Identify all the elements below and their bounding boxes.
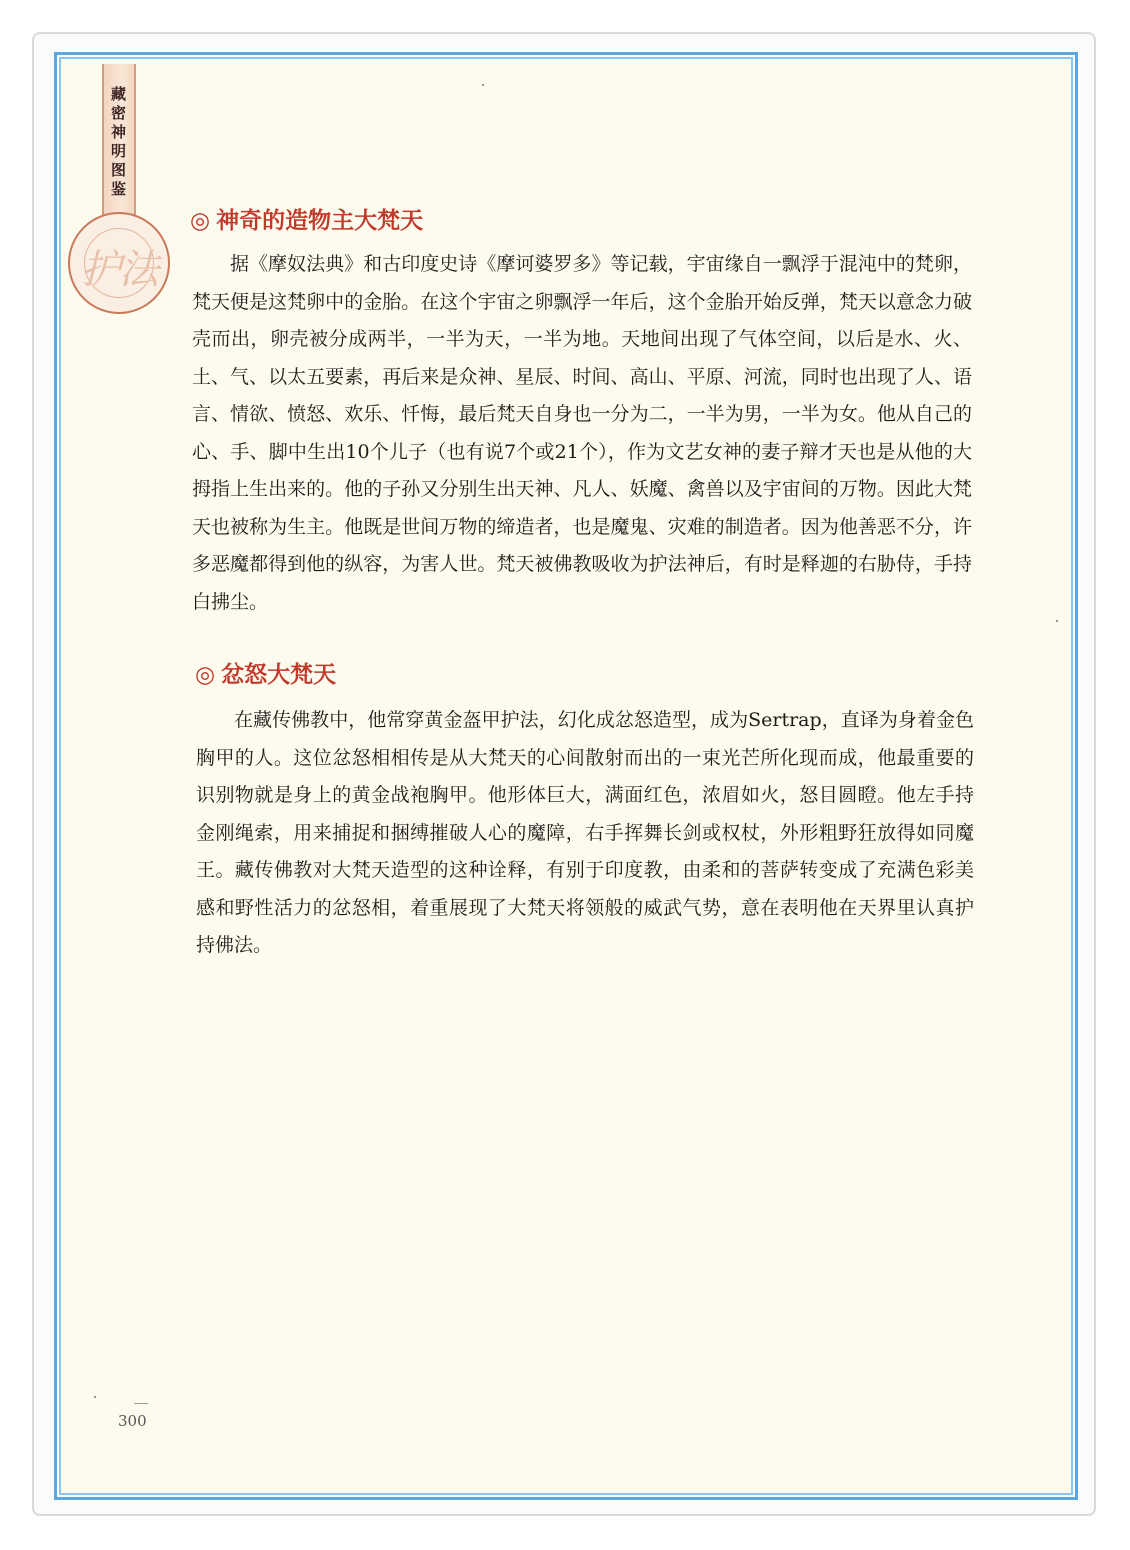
bullet-circle-icon: ◎	[190, 208, 211, 234]
book-page	[62, 60, 1070, 1492]
page-number-rule	[134, 1403, 148, 1404]
book-title-vertical: 藏密神明图鉴	[109, 86, 127, 200]
section-1-paragraph: 据《摩奴法典》和古印度史诗《摩诃婆罗多》等记载，宇宙缘自一飘浮于混沌中的梵卵，梵天便是这梵卵中的金胎。在这个宇宙之卵飘浮一年后，这个金胎开始反弹，梵天以意念力破壳而出，卵壳被分成两半，一半为天，一半为地。天地间出现了气体空间，以后是水、火、土、气、以太五要素，再后来是众神、星辰、时间、高山、平原、河流，同时也出现了人、语言、情欲、愤怒、欢乐、忏悔，最后梵天自身也一分为二，一半为男，一半为女。他从自己的心、手、脚中生出10个儿子（也有说7个或21个），作为文艺女神的妻子辩才天也是从他的大拇指上生出来的。他的子孙又分别生出天神、凡人、妖魔、禽兽以及宇宙间的万物。因此大梵天也被称为生主。他既是世间万物的缔造者，也是魔鬼、灾难的制造者。因为他善恶不分，许多恶魔都得到他的纵容，为害人世。梵天被佛教吸收为护法神后，有时是释迦的右胁侍，手持白拂尘。	[192, 253, 972, 613]
page-number: 300	[118, 1412, 147, 1430]
section-heading-2-text: 忿怒大梵天	[221, 662, 337, 688]
section-heading-1	[190, 202, 423, 235]
section-heading-1-text: 神奇的造物主大梵天	[216, 208, 424, 234]
speck	[1056, 620, 1058, 622]
section-2-paragraph: 在藏传佛教中，他常穿黄金盔甲护法，幻化成忿怒造型，成为Sertrap，直译为身着金色胸甲的人。这位忿怒相相传是从大梵天的心间散射而出的一束光芒所化现而成，他最重要的识别物就是身上的黄金战袍胸甲。他形体巨大，满面红色，浓眉如火，怒目圆瞪。他左手持金刚绳索，用来捕捉和捆缚摧破人心的魔障，右手挥舞长剑或权杖，外形粗野狂放得如同魔王。藏传佛教对大梵天造型的这种诠释，有别于印度教，由柔和的菩萨转变成了充满色彩美感和野性活力的忿怒相，着重展现了大梵天将领般的威武气势，意在表明他在天界里认真护持佛法。	[196, 709, 974, 956]
section-heading-2	[195, 656, 336, 689]
speck	[482, 84, 484, 86]
speck	[94, 1396, 96, 1398]
chapter-seal	[68, 212, 170, 314]
bullet-circle-icon: ◎	[195, 662, 216, 688]
seal-text: 护法	[81, 247, 157, 293]
